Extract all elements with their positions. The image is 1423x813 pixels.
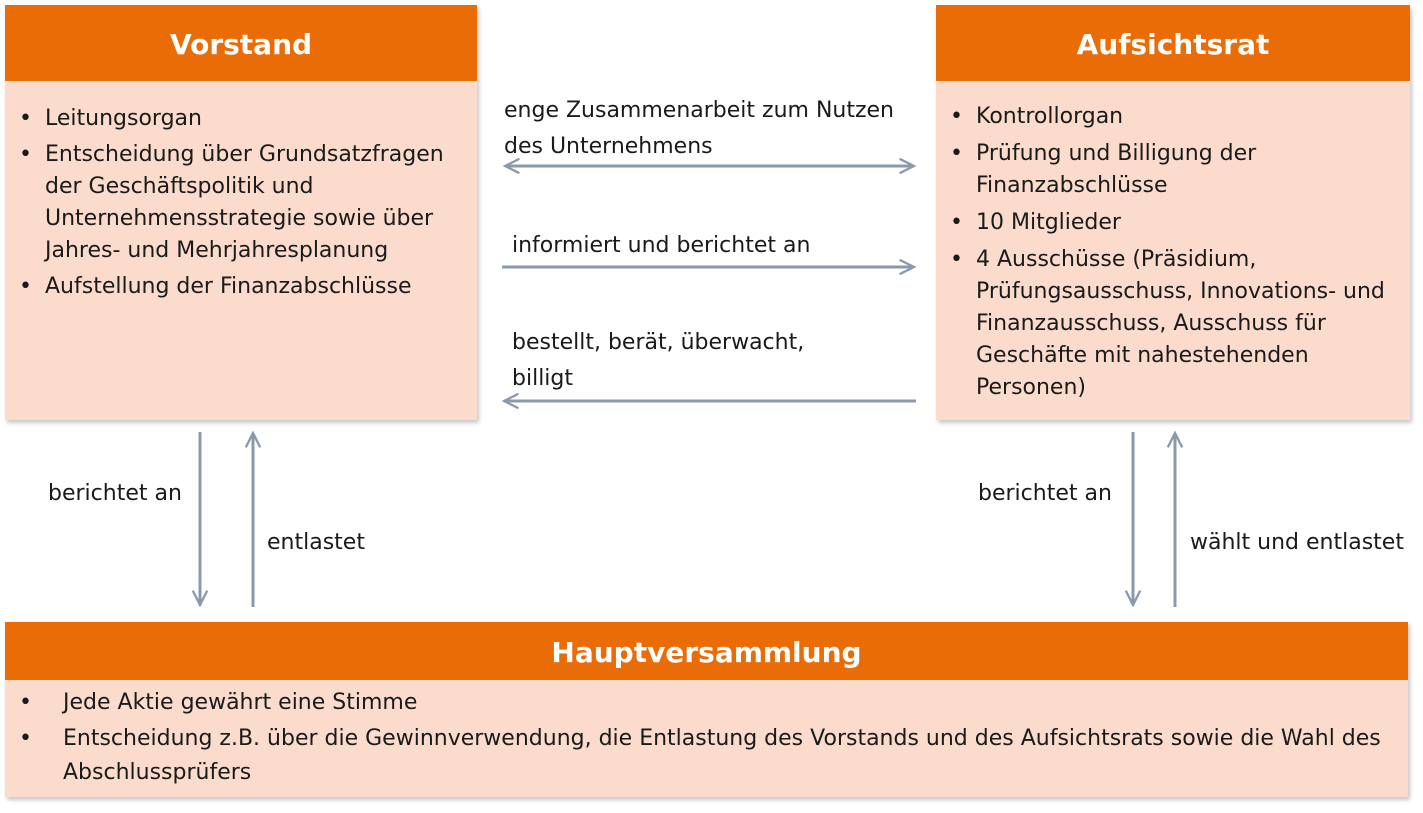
list-item: • Kontrollorgan xyxy=(950,101,1396,133)
aufsichtsrat-box xyxy=(936,5,1410,420)
label-vorstand-berichtet: berichtet an xyxy=(48,481,182,506)
label-aufsichtsrat-berichtet: berichtet an xyxy=(978,481,1112,506)
vorstand-title: Vorstand xyxy=(5,5,477,81)
aufsichtsrat-list xyxy=(936,81,1410,404)
vorstand-box xyxy=(5,5,477,420)
hauptversammlung-title: Hauptversammlung xyxy=(5,622,1408,680)
list-item: • 10 Mitglieder xyxy=(950,207,1396,239)
vorstand-list xyxy=(5,81,477,303)
list-item: • Aufstellung der Finanzabschlüsse xyxy=(19,271,463,303)
label-bestellt: bestellt, berät, überwacht, billigt xyxy=(512,330,805,391)
list-item: • Prüfung und Billigung der Finanzabschlüsse xyxy=(950,138,1396,202)
label-aufsichtsrat-waehlt: wählt und entlastet xyxy=(1190,530,1404,555)
aufsichtsrat-title: Aufsichtsrat xyxy=(936,5,1410,81)
hauptversammlung-list xyxy=(5,680,1408,790)
label-informiert: informiert und berichtet an xyxy=(512,233,811,258)
list-item: • Entscheidung über Grundsatzfragen der Geschäftspolitik und Unternehmensstrategie sowie über Jahres- und Mehrjahresplanung xyxy=(19,139,463,267)
list-item: • Leitungsorgan xyxy=(19,103,463,135)
hauptversammlung-box xyxy=(5,622,1408,797)
label-zusammenarbeit: enge Zusammenarbeit zum Nutzen des Unternehmens xyxy=(504,98,894,159)
list-item: • Entscheidung z.B. über die Gewinnverwendung, die Entlastung des Vorstands und des Aufsichtsrats sowie die Wahl des Abschlussprüfers xyxy=(19,722,1394,790)
label-vorstand-entlastet: entlastet xyxy=(267,530,365,555)
list-item: • 4 Ausschüsse (Präsidium, Prüfungsausschuss, Innovations- und Finanzausschuss, Ausschuss für Geschäfte mit nahestehenden Personen) xyxy=(950,244,1396,404)
list-item: • Jede Aktie gewährt eine Stimme xyxy=(19,686,1394,720)
